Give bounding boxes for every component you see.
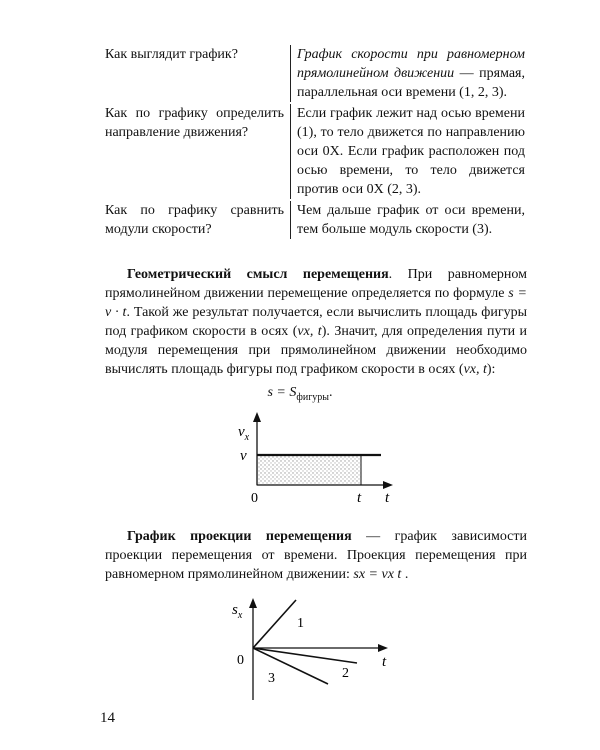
t-tick-label: t (357, 490, 362, 506)
formula-subscript: фигуры (296, 391, 330, 403)
paragraph-text: . При равномерном прямолинейном движении перемещение определяется по формуле (105, 267, 527, 301)
s-axis-arrow (249, 598, 257, 608)
formula-lhs: s = S (267, 385, 297, 400)
qa-answer: Чем дальше график от оси времени, тем больше модуль скорости (3). (290, 201, 525, 239)
paragraph-text: . Такой же результат получается, если вычислить площадь фигуры под графиком скорости в осях ( (105, 305, 528, 339)
qa-question: Как по графику сравнить модули скорости? (105, 203, 284, 237)
paragraph-text: ). Значит, для определения пути и модуля перемещения при прямолинейном движении необходимо вычислять площадь фигуры под графиком скорости в осях ( (105, 324, 528, 377)
line-label-3: 3 (268, 671, 275, 686)
graph-line-1 (253, 600, 296, 648)
qa-answer: Если график лежит над осью времени (1), то тело движется по направлению оси 0X. Если график расположен под осью времени, то тело движется против оси 0X (2, 3). (290, 104, 525, 199)
paragraph-text: — график зависимости проекции перемещения от времени. Проекция перемещения при равномерном прямолинейном движении: (105, 529, 528, 582)
origin-label: 0 (237, 653, 244, 668)
section-heading: Геометрический смысл перемещения (127, 267, 389, 282)
formula-end: . (329, 385, 333, 400)
t-axis-arrow (378, 644, 388, 652)
section-heading: График проекции перемещения (127, 529, 352, 544)
qa-question: Как выглядит график? (105, 47, 238, 62)
paragraph-text: ): (486, 362, 496, 377)
formula-inline: sx = vx t (353, 567, 402, 582)
formula-inline: s = v · t (105, 286, 527, 320)
paragraph-text: . (401, 567, 409, 582)
origin-label: 0 (251, 491, 258, 506)
line-label-1: 1 (297, 616, 304, 631)
axes-inline: vx, t (297, 324, 322, 339)
t-axis-label: t (382, 654, 387, 670)
v-axis-label: $v_x$ (238, 424, 250, 443)
qa-question: Как по графику определить направление движения? (105, 106, 284, 140)
qa-answer-rest: — прямая, параллельная оси времени (1, 2, 3). (297, 66, 525, 100)
qa-answer-italic: График скорости при равномерном прямолинейном движении (297, 47, 525, 81)
velocity-value-label: v (240, 448, 247, 464)
page-number: 14 (100, 710, 115, 726)
s-axis-label: $s_x$ (232, 602, 243, 621)
t-axis-label: t (385, 490, 390, 506)
line-label-2: 2 (342, 666, 349, 681)
axes-inline: vx, t (463, 362, 487, 377)
